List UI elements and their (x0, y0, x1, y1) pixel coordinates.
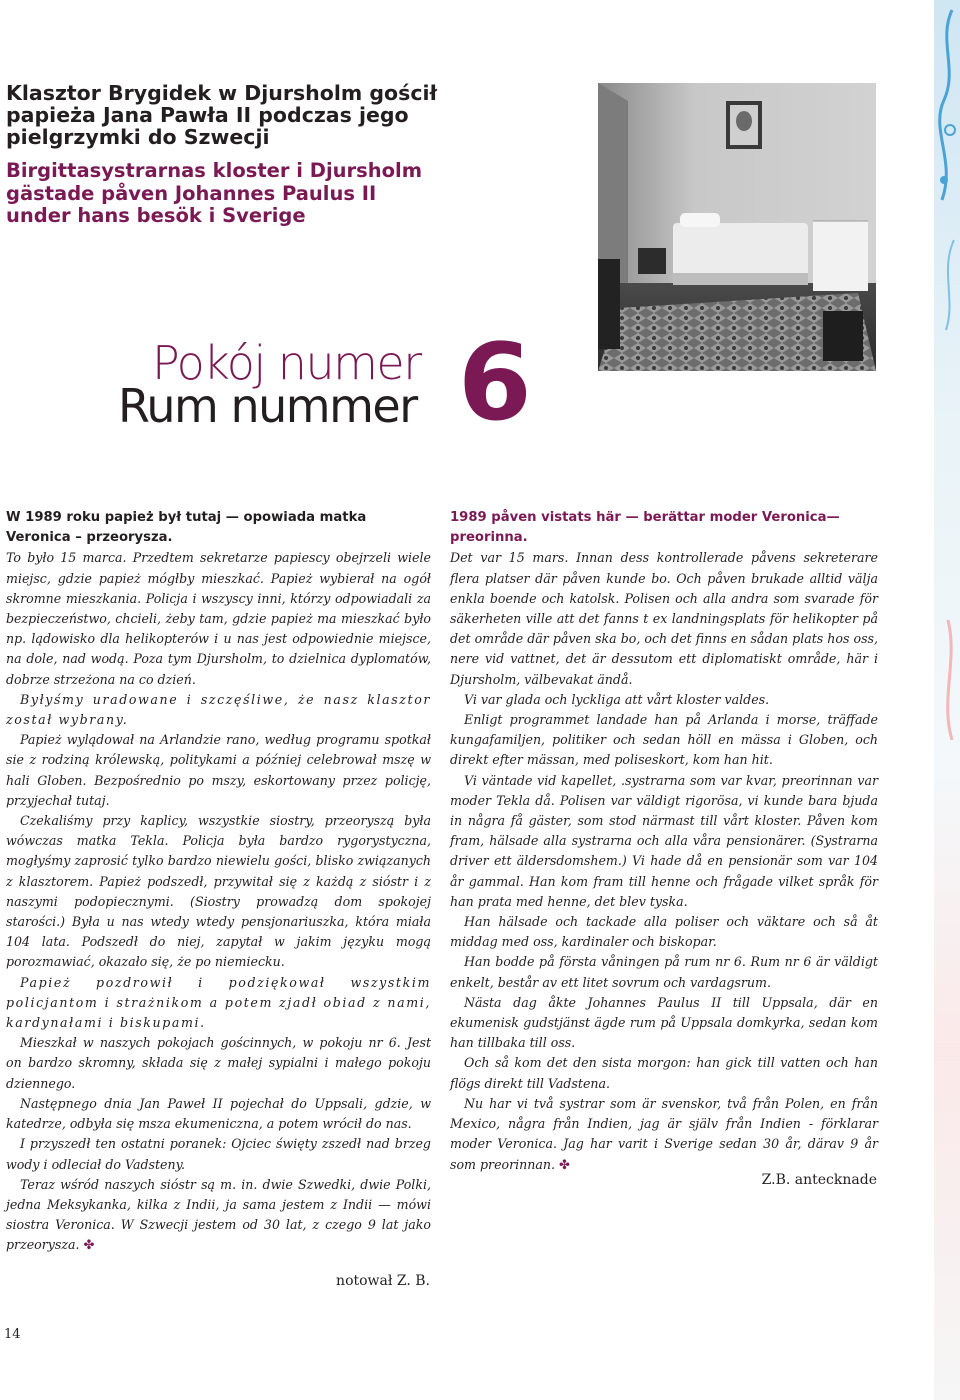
paragraph: Vi väntade vid kapellet, .systrarna som var kvar, preorinnan var moder Tekla då. Polisen var väldigt rigorösa, vi kunde bara bjuda in några få gäster, som stod närmast till vårt kloster. Påven kom fram, hälsade alla systrarna och alla våra pensionärer. (Systrarna driver ett äldersdomshem.) Vi hade då en pensionär som var 104 år gammal. Han kom fram till henne och frågade vilket språk för han prata med henne, det blev tyska. (450, 772, 878, 909)
paragraph: Enligt programmet landade han på Arlanda i morse, träffade kungafamiljen, politiker och sedan höll en mässa i Globen, och direkt efter mässan, med poliseskort, kom han hit. (450, 712, 878, 768)
paragraph: Han hälsade och tackade alla poliser och väktare och så åt middag med oss, kardinaler och biskopar. (450, 914, 878, 950)
paragraph: Czekaliśmy przy kaplicy, wszystkie siostry, przeoryszą była wówczas matka Tekla. Policja była bardzo rygorystyczna, mogłyśmy zaprosić tylko bardzo niewielu gości, blisko związanych z klasztorem. Papież podszedł, przywitał się z każdą z sióstr i z naszymi podopiecznymi. (Siostry prowadzą dom spokojej starości.) Była u nas wtedy wtedy pensjonariuszka, która miała 104 lata. Podszedł do niej, zapytał w jakim języku mogą porozmawiać, okazało się, że po niemiecku. (6, 813, 431, 970)
paragraph: Papież pozdrowił i podziękował wszystkim policjantom i strażnikom a potem zjadł obiad z nami, kardynałami i biskupami. (6, 974, 431, 1031)
room-number: 6 (458, 321, 532, 444)
article-lead-swedish: 1989 påven vistats här — berättar moder Veronica— preorinna. (450, 510, 840, 546)
paragraph-text: Teraz wśród naszych sióstr są m. in. dwie Szwedki, dwie Polki, jedna Meksykanka, kilka z Indii, ja sama jestem z Indii — mówi siostra Veronica. W Szwecji jestem od 30 lat, z czego 9 lat jako przeorysza. (6, 1176, 431, 1253)
article-lead-polish: W 1989 roku papież był tutaj — opowiada matka Veronica – przeorysza. (6, 510, 367, 546)
signature-swedish: Z.B. antecknade (761, 1172, 877, 1188)
paragraph: Papież wylądował na Arlandzie rano, według programu spotkał sie z rodziną królewską, politykami a później celebrował mszę w hali Globen. Bezpośrednio po mszy, eskortowany przez policję, przyjechał tutaj. (6, 732, 431, 808)
paragraph: Byłyśmy uradowane i szczęśliwe, że nasz klasztor został wybrany. (6, 691, 431, 728)
paragraph: Det var 15 mars. Innan dess kontrollerade påvens sekreterare flera platser där påven kunde bo. Och påven brukade alltid välja enkla boende och katolsk. Polisen och alla andra som svarade för säkerheten ville att det fanns t ex landningsplats för helikopter på det område där påven ska bo, och det finns en sådan plats hos oss, nere vid vattnet, det är dessutom ett diplomatiskt område, här i Djursholm, välbevakat ändå. (450, 550, 878, 687)
paragraph-text: Nu har vi två systrar som är svenskor, två från Polen, en från Mexico, några från Indien, jag är själv från Indien - förklarar moder Veronica. Jag har varit i Sverige sedan 30 år, därav 9 år som preorinnan. (450, 1095, 878, 1172)
paragraph (6, 1175, 431, 1257)
paragraph: I przyszedł ten ostatni poranek: Ojciec święty zszedł nad brzeg wody i odleciał do Vadsteny. (6, 1136, 431, 1172)
paragraph (450, 1094, 878, 1176)
paragraph: Nästa dag åkte Johannes Paulus II till Uppsala, där en ekumenisk gudstjänst ägde rum på Uppsala domkyrka, sedan kom han tillbaka till oss. (450, 994, 878, 1051)
paragraph: Następnego dnia Jan Paweł II pojechał do Uppsali, gdzie, w katedrze, odbyła się msza ekumeniczna, a potem wrócił do nas. (6, 1095, 431, 1132)
bedroom-photo (598, 83, 876, 371)
swirl-ornament-icon (934, 0, 960, 1400)
paragraph: Han bodde på första våningen på rum nr 6. Rum nr 6 är väldigt enkelt, består av ett litet sovrum och vardagsrum. (450, 954, 878, 990)
paragraph: To było 15 marca. Przedtem sekretarze papiescy obejrzeli wiele miejsc, gdzie papież mógłby mieszkać. Papież wybierał na ogół skromne mieszkania. Policja i wszyscy inni, którzy odpowiadali za bezpieczeństwo, chcieli, żeby tam, gdzie papież ma mieszkać było np. lądowisko dla helikopterów i u nas jest odpowiednie miejsce, na dole, nad wodą. Poza tym Djursholm, to dzielnica dyplomatów, dobrze strzeżona na co dzień. (6, 550, 431, 687)
end-ornament-icon: ✤ (83, 1238, 95, 1254)
headline-swedish: Birgittasystrarnas kloster i Djursholm gästade påven Johannes Paulus II under hans besök i Sverige (6, 159, 423, 227)
room-heading-swedish: Rum nummer (118, 379, 417, 433)
page-number: 14 (4, 1327, 21, 1342)
headline-polish: Klasztor Brygidek w Djursholm gościł papieża Jana Pawła II podczas jego pielgrzymki do Szwecji (6, 81, 438, 149)
article-swedish (450, 508, 878, 1176)
article-polish (6, 508, 431, 1257)
decorative-side-strip (934, 0, 960, 1400)
signature-polish: notował Z. B. (336, 1273, 430, 1289)
paragraph: Och så kom det den sista morgon: han gick till vatten och han flögs direkt till Vadstena. (450, 1055, 878, 1091)
paragraph: Mieszkał w naszych pokojach gościnnych, w pokoju nr 6. Jest on bardzo skromny, składa się z małej sypialni i małego pokoju dziennego. (6, 1035, 431, 1091)
room-heading-polish: Pokój numer (152, 336, 421, 390)
end-ornament-icon: ✤ (559, 1157, 570, 1173)
paragraph: Vi var glada och lyckliga att vårt kloster valdes. (464, 691, 770, 707)
